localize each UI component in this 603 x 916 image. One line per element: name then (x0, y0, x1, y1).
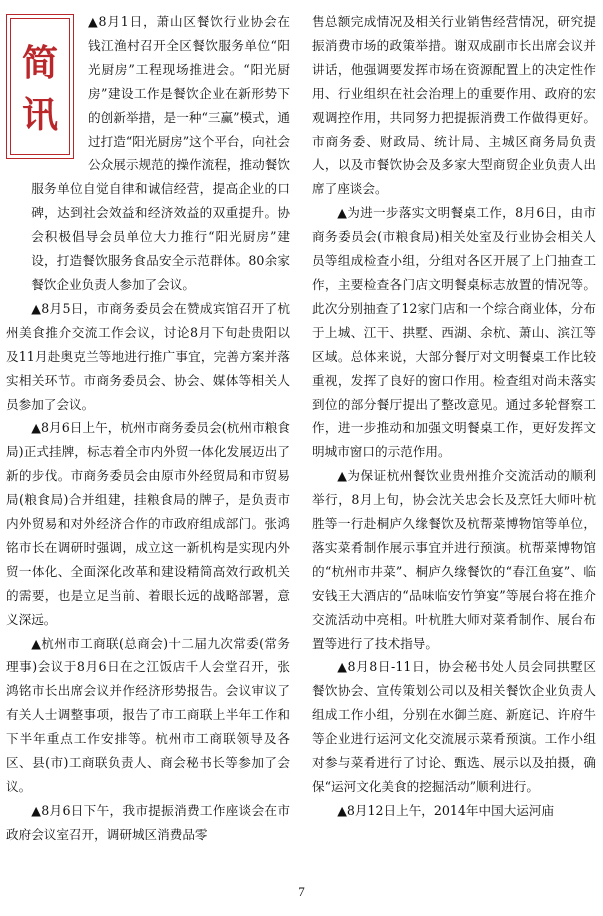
news-item-grand-canal: ▲8月12日上午，2014年中国大运河庙 (337, 802, 555, 818)
news-item-civilized-dining: ▲为进一步落实文明餐桌工作，8月6日，由市商务委员会(市粮食局)相关处室及行业协会相关人员等组成检查小组，分组对各区开展了上门抽查工作，主要检查各门店文明餐桌标志放置的情况等。此次分别抽查了12家门店和一个综合商业体，分布于上城、江干、拱墅、西湖、余杭、萧山、滨江等区域。总体来说，大部分餐厅对文明餐桌工作比较重视，发挥了良好的窗口作用。检查组对尚未落实到位的部分餐厅提出了整改意见。通过多轮督察工作，进一步推动和加强文明餐桌工作，更好发挥文明城市窗口的示范作用。 (312, 205, 596, 460)
logo-char-2: 讯 (21, 94, 58, 136)
news-item-yangguang-kitchen: ▲8月1日，萧山区餐饮行业协会在钱江渔村召开全区餐饮服务单位“阳光厨房”工程现场推进会。“阳光厨房”建设工作是餐饮企业在新形势下的创新举措，是一种“三赢”模式，通过打造“阳光厨房”这个平台，向社会公众展示规范的操作流程，推动餐饮服务单位自觉自律和诚信经营，提高企业的口碑，达到社会效益和经济效益的双重提升。协会积极倡导会员单位大力推行“阳光厨房”建设，打造餐饮服务食品安全示范群体。80余家餐饮企业负责人参加了会议。 (31, 14, 290, 292)
news-item-guizhou-promotion: ▲为保证杭州餐饮业贵州推介交流活动的顺利举行，8月上旬，协会沈关忠会长及烹饪大师叶杭胜等一行赴桐庐久缘餐饮及杭帮菜博物馆等单位，落实菜肴制作展示事宜并进行预演。杭帮菜博物馆的“杭州市井菜”、桐庐久缘餐饮的“春江鱼宴”、临安钱王大酒店的“品味临安竹笋宴”等展台将在推介交流活动中亮相。叶杭胜大师对菜肴制作、展台布置等进行了技术指导。 (312, 468, 596, 651)
news-item-commerce-committee-launch: ▲8月6日上午，杭州市商务委员会(杭州市粮食局)正式挂牌，标志着全市内外贸一体化发展迈出了新的步伐。市商务委员会由原市外经贸局和市贸易局(粮食局)合并组建，挂粮食局的牌子，是负责市内外贸易和对外经济合作的市政府组成部门。张鸿铭市长在调研时强调，成立这一新机构是实现内外贸一体化、全面深化改革和建设精简高效行政机关的需要，也是立足当前、着眼长远的战略部署，意义深远。 (6, 420, 290, 627)
news-item-food-promotion-meeting: ▲8月5日，市商务委员会在赞成宾馆召开了杭州美食推介交流工作会议，讨论8月下旬赴贵阳以及11月赴奥克兰等地进行推广事宜，完善方案并落实相关环节。市商务委员会、协会、媒体等相关人员参加了会议。 (6, 300, 290, 412)
right-column (312, 10, 596, 823)
left-column (6, 10, 290, 847)
news-item-federation-meeting: ▲杭州市工商联(总商会)十二届九次常委(常务理事)会议于8月6日在之江饭店千人会堂召开，张鸿铭市长出席会议并作经济形势报告。会议审议了有关人士调整事项，报告了市工商联上半年工作和下半年重点工作安排等。杭州市工商联领导及各区、县(市)工商联负责人、商会秘书长等参加了会议。 (6, 635, 290, 794)
news-brief-logo (6, 14, 74, 159)
news-item-consumption-forum-cont: 售总额完成情况及相关行业销售经营情况，研究提振消费市场的政策举措。谢双成副市长出席会议并讲话，他强调要发挥市场在资源配置上的决定性作用、行业组织在社会治理上的重要作用、政府的宏观调控作用，共同努力把提振消费工作做得更好。市商务委、财政局、统计局、主城区商务局负责人，以及市餐饮协会及多家大型商贸企业负责人出席了座谈会。 (312, 14, 596, 197)
news-item-consumption-forum: ▲8月6日下午，我市提振消费工作座谈会在市政府会议室召开，调研城区消费品零 (6, 802, 290, 842)
page-number: 7 (298, 884, 305, 899)
logo-char-1: 简 (21, 42, 58, 84)
news-item-canal-culture: ▲8月8日-11日，协会秘书处人员会同拱墅区餐饮协会、宣传策划公司以及相关餐饮企业负责人组成工作小组，分别在水御兰庭、新庭记、许府牛等企业进行运河文化交流展示菜肴预演。工作小组对参与菜肴进行了讨论、甄选、展示以及拍摄，确保“运河文化美食的挖掘活动”顺利进行。 (312, 659, 596, 794)
